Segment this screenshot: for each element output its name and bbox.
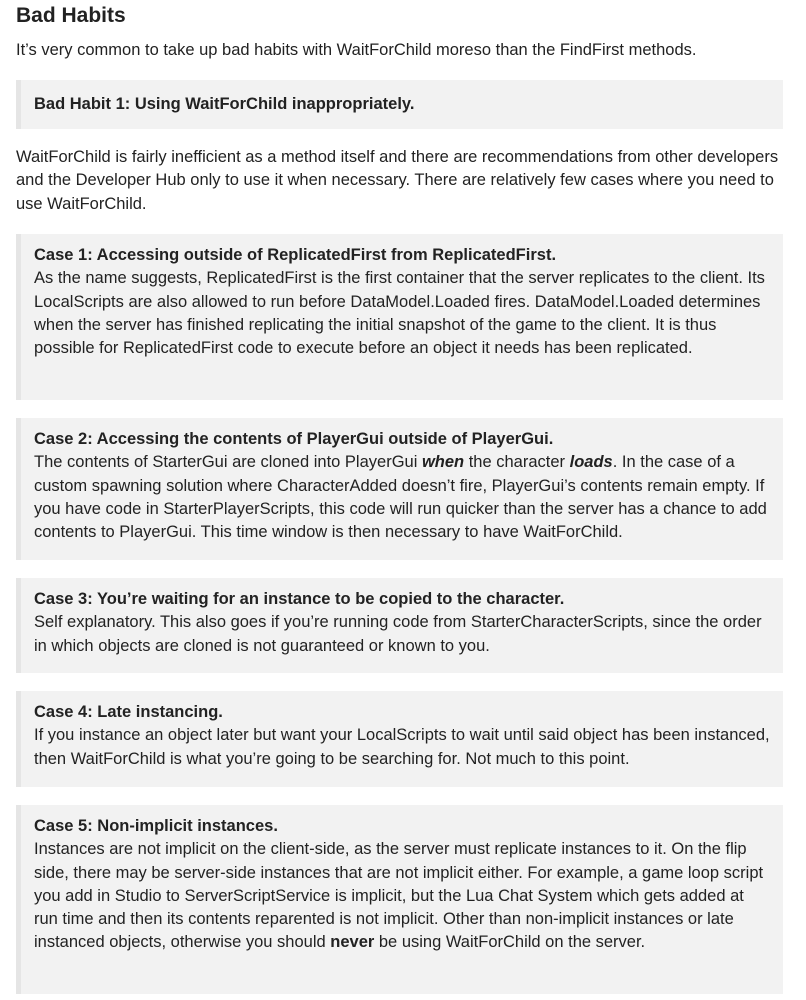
- case-3-title: Case 3: You’re waiting for an instance to be copied to the character.: [34, 590, 565, 608]
- case-3-text: Self explanatory. This also goes if you’re running code from StarterCharacterScripts, since the order in which objects are cloned is not guaranteed or known to you.: [34, 613, 762, 655]
- case-5-text-b: be using WaitForChild on the server.: [374, 933, 646, 952]
- bad-habit-1-body: WaitForChild is fairly inefficient as a method itself and there are recommendations from other developers and the Developer Hub only to use it when necessary. There are relatively few cases where you need to use WaitForChild.: [16, 148, 779, 213]
- case-2-title: Case 2: Accessing the contents of PlayerGui outside of PlayerGui.: [34, 430, 554, 448]
- case-5-quote: [16, 805, 783, 994]
- case-4-text: If you instance an object later but want your LocalScripts to wait until said object has been instanced, then WaitForChild is what you’re going to be searching for. Not much to this point.: [34, 726, 770, 768]
- bad-habit-1-title: Bad Habit 1: Using WaitForChild inappropriately.: [34, 95, 415, 113]
- case-2-text-c: . In the case of a custom spawning solution where CharacterAdded doesn’t fire, PlayerGui’s contents remain empty. If you have code in StarterPlayerScripts, this code will run quicker than the server has a chance to add contents to PlayerGui. This time window is then necessary to have WaitForChild.: [34, 453, 767, 542]
- case-1-quote: [16, 234, 783, 400]
- case-1-title: Case 1: Accessing outside of ReplicatedFirst from ReplicatedFirst.: [34, 246, 557, 264]
- case-2-text-b: the character: [464, 453, 570, 472]
- case-5-title: Case 5: Non-implicit instances.: [34, 817, 278, 835]
- intro-paragraph: It’s very common to take up bad habits with WaitForChild moreso than the FindFirst methods.: [16, 41, 697, 59]
- case-3-quote: [16, 578, 783, 673]
- case-5-text: [34, 838, 771, 954]
- case-2-quote: [16, 418, 783, 560]
- case-2-text: [34, 451, 771, 544]
- case-2-emphasis-when: when: [421, 453, 465, 472]
- bad-habit-1-quote: [16, 80, 783, 129]
- case-4-quote: [16, 691, 783, 787]
- case-1-text: As the name suggests, ReplicatedFirst is the first container that the server replicates to the client. Its LocalScripts are also allowed to run before DataModel.Loaded fires. DataModel.Loaded determines when the server has finished replicating the initial snapshot of the game to the client. It is thus possible for ReplicatedFirst code to execute before an object it needs has been replicated.: [34, 269, 765, 358]
- case-4-title: Case 4: Late instancing.: [34, 703, 223, 721]
- case-5-emphasis-never: never: [330, 933, 375, 952]
- case-2-emphasis-loads: loads: [569, 453, 613, 472]
- case-5-text-a: Instances are not implicit on the client-side, as the server must replicate instances to it. On the flip side, there may be server-side instances that are not implicit either. For example, a game loop script you add in Studio to ServerScriptService is implicit, but the Lua Chat System which gets added at run time and then its contents reparented is not implicit. Other than non-implicit instances or late instanced objects, otherwise you should: [34, 840, 764, 952]
- section-heading: Bad Habits: [16, 4, 126, 27]
- case-2-text-a: The contents of StarterGui are cloned into PlayerGui: [34, 453, 422, 472]
